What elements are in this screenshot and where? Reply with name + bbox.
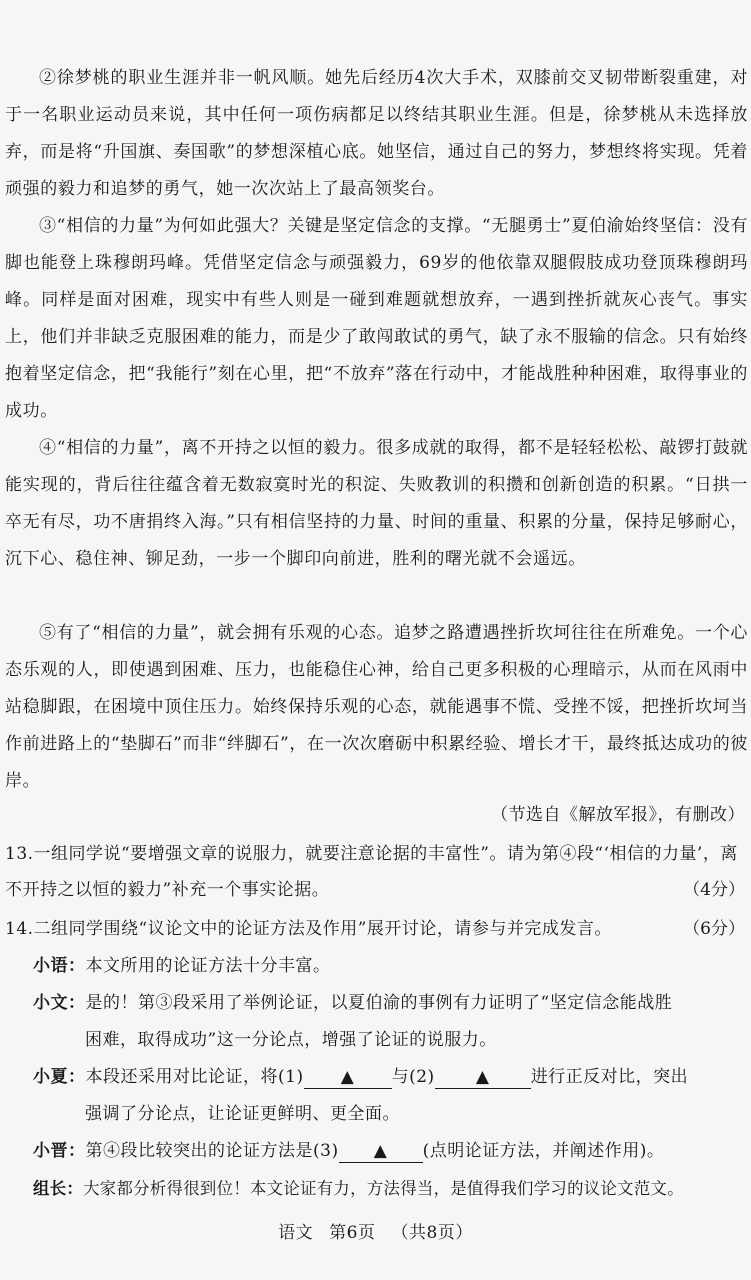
question-14-text: 14.二组同学围绕“议论文中的论证方法及作用”展开讨论，请参与并完成发言。: [5, 919, 612, 939]
paragraph-4: ④“相信的力量”，离不开持之以恒的毅力。很多成就的取得，都不是轻轻松松、敲锣打鼓就能实现的，背后往往蕴含着无数寂寞时光的积淀、失败教训的积攒和创新创造的积累。“日拱一卒无有尽，功不唐捐终入海。”只有相信坚持的力量、时间的重量、积累的分量，保持足够耐心，沉下心、稳住神、铆足劲，一步一个脚印向前进，胜利的曙光就不会遥远。: [5, 438, 748, 569]
triangle-mark-icon: ▲: [475, 1067, 490, 1087]
paragraph-3: ③“相信的力量”为何如此强大？关键是坚定信念的支撑。“无腿勇士”夏伯渝始终坚信：没有脚也能登上珠穆朗玛峰。凭借坚定信念与顽强毅力，69岁的他依靠双腿假肢成功登顶珠穆朗玛峰。同样是面对困难，现实中有些人则是一碰到难题就想放弃，一遇到挫折就灰心丧气。事实上，他们并非缺乏克服困难的能力，而是少了敢闯敢试的勇气，缺了永不服输的信念。只有始终抱着坚定信念，把“我能行”刻在心里，把“不放弃”落在行动中，才能战胜种种困难，取得事业的成功。: [5, 216, 748, 421]
source-note: （节选自《解放军报》，有删改）: [491, 805, 745, 825]
paragraph-5: ⑤有了“相信的力量”，就会拥有乐观的心态。追梦之路遭遇挫折坎坷往往在所难免。一个心态乐观的人，即使遇到困难、压力，也能稳住心神，给自己更多积极的心理暗示，从而在风雨中站稳脚跟，在困境中顶住压力。始终保持乐观的心态，就能遇事不慌、受挫不馁，把挫折坎坷当作前进路上的“垫脚石”而非“绊脚石”，在一次次磨砺中积累经验、增长才干，最终抵达成功的彼岸。: [5, 623, 748, 791]
speaker-label: 小文：: [33, 993, 86, 1013]
answer-blank-3[interactable]: [339, 1140, 423, 1163]
dialogue-text: 是的！第③段采用了举例论证，以夏伯渝的事例有力证明了“坚定信念能战胜: [85, 993, 673, 1013]
dialogue-text: (点明论证方法，并阐述作用)。: [422, 1141, 665, 1161]
dialogue-xiaoxia: [33, 1059, 749, 1133]
answer-blank-2[interactable]: [435, 1066, 531, 1089]
dialogue-xiaoyu: [33, 948, 749, 985]
dialogue-zuzhang: [33, 1170, 749, 1207]
question-13-text: 13.一组同学说“要增强文章的说服力，就要注意论据的丰富性”。请为第④段“‘相信的力量’，离不开持之以恒的毅力”补充一个事实论据。: [5, 844, 738, 900]
page-footer: [0, 1218, 751, 1243]
question-13: [5, 836, 748, 908]
dialogue-text: 与(2): [391, 1067, 435, 1087]
dialogue-text-continued: 强调了分论点，让论证更鲜明、更全面。: [85, 1104, 400, 1124]
speaker-label: 组长：: [33, 1179, 84, 1198]
question-13-score: （4分）: [683, 880, 745, 900]
speaker-label: 小语：: [33, 956, 86, 976]
dialogue-xiaojin: [33, 1133, 749, 1170]
question-14-score: （6分）: [683, 919, 745, 939]
speaker-label: 小夏：: [33, 1067, 86, 1087]
dialogue-text: 大家都分析得很到位！本文论证有力，方法得当，是值得我们学习的议论文范文。: [83, 1179, 684, 1198]
dialogue-text: 本段还采用对比论证，将(1): [85, 1067, 304, 1087]
dialogue-text: 第④段比较突出的论证方法是(3): [85, 1141, 339, 1161]
dialogue-text: 本文所用的论证方法十分丰富。: [85, 956, 331, 976]
footer-subject: 语文: [278, 1223, 314, 1243]
dialogue-xiaowen: [33, 985, 749, 1059]
paragraph-2: ②徐梦桃的职业生涯并非一帆风顺。她先后经历4次大手术，双膝前交叉韧带断裂重建，对于一名职业运动员来说，其中任何一项伤病都足以终结其职业生涯。但是，徐梦桃从未选择放弃，而是将“升国旗、奏国歌”的梦想深植心底。她坚信，通过自己的努力，梦想终将实现。凭着顽强的毅力和追梦的勇气，她一次次站上了最高领奖台。: [5, 68, 748, 199]
triangle-mark-icon: ▲: [373, 1141, 388, 1161]
speaker-label: 小晋：: [33, 1141, 86, 1161]
footer-total-pages: （共8页）: [391, 1223, 473, 1243]
dialogue-text-continued: 困难，取得成功”这一分论点，增强了论证的说服力。: [85, 1030, 497, 1050]
triangle-mark-icon: ▲: [340, 1067, 355, 1087]
question-14: [5, 911, 748, 947]
footer-page-number: 第6页: [329, 1223, 376, 1243]
dialogue-text: 进行正反对比，突出: [530, 1067, 689, 1087]
answer-blank-1[interactable]: [304, 1066, 392, 1089]
